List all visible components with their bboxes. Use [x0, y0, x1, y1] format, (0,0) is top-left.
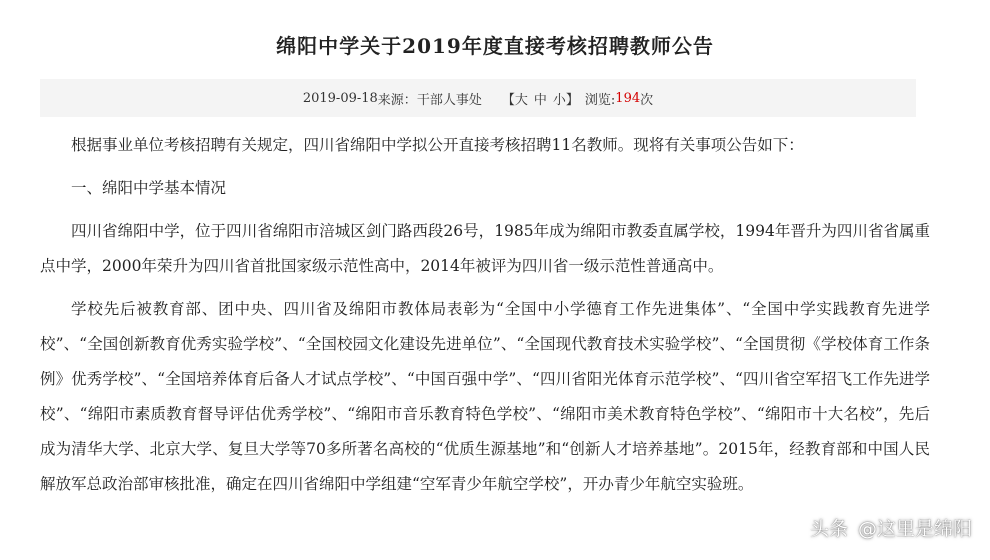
watermark-platform: 头条 — [809, 518, 848, 540]
source-label: 来源： — [377, 92, 417, 108]
source-watermark — [810, 514, 972, 541]
font-size-open-bracket: 【 — [501, 92, 515, 108]
article-title: 绵阳中学关于2019年度直接考核招聘教师公告 — [276, 34, 714, 58]
font-size-small-button[interactable]: 小 — [552, 92, 566, 108]
views-label: 浏览: — [584, 92, 616, 108]
publish-date: 2019-09-18 — [302, 90, 378, 106]
paragraph-school-honors: 学校先后被教育部、团中央、四川省及绵阳市教体局表彰为“全国中小学德育工作先进集体”、“全国中学实践教育先进学校”、“全国创新教育优秀实验学校”、“全国校园文化建设先进单位”、“全国现代教育技术实验学校”、“全国贯彻《学校体育工作条例》优秀学校”、“全国培养体育后备人才试点学校”、“中国百强中学”、“四川省阳光体育示范学校”、“四川省空军招飞工作先进学校”、“绵阳市素质教育督导评估优秀学校”、“绵阳市音乐教育特色学校”、“绵阳市美术教育特色学校”、“绵阳市十大名校”，先后成为清华大学、北京大学、复旦大学等70多所著名高校的“优质生源基地”和“创新人才培养基地”。2015年，经教育部和中国人民解放军总政治部审核批准，确定在四川省绵阳中学组建“空军青少年航空学校”，开办青少年航空实验班。 — [40, 300, 930, 493]
font-size-medium-button[interactable]: 中 — [533, 92, 547, 108]
views-unit: 次 — [640, 92, 654, 108]
article-meta-bar — [40, 79, 916, 117]
paragraph-intro: 根据事业单位考核招聘有关规定，四川省绵阳中学拟公开直接考核招聘11名教师。现将有关事项公告如下： — [71, 136, 804, 154]
paragraph-school-overview: 四川省绵阳中学，位于四川省绵阳市涪城区剑门路西段26号，1985年成为绵阳市教委直属学校，1994年晋升为四川省省属重点中学，2000年荣升为四川省首批国家级示范性高中，2014年被评为四川省一级示范性普通高中。 — [40, 222, 930, 275]
font-size-large-button[interactable]: 大 — [514, 92, 528, 108]
views-count: 194 — [615, 90, 641, 106]
section-heading: 一、绵阳中学基本情况 — [71, 179, 227, 197]
source-name: 干部人事处 — [416, 92, 482, 108]
font-size-close-bracket: 】 — [565, 92, 579, 108]
article-body — [40, 128, 930, 510]
watermark-account: @这里是绵阳 — [857, 518, 972, 540]
